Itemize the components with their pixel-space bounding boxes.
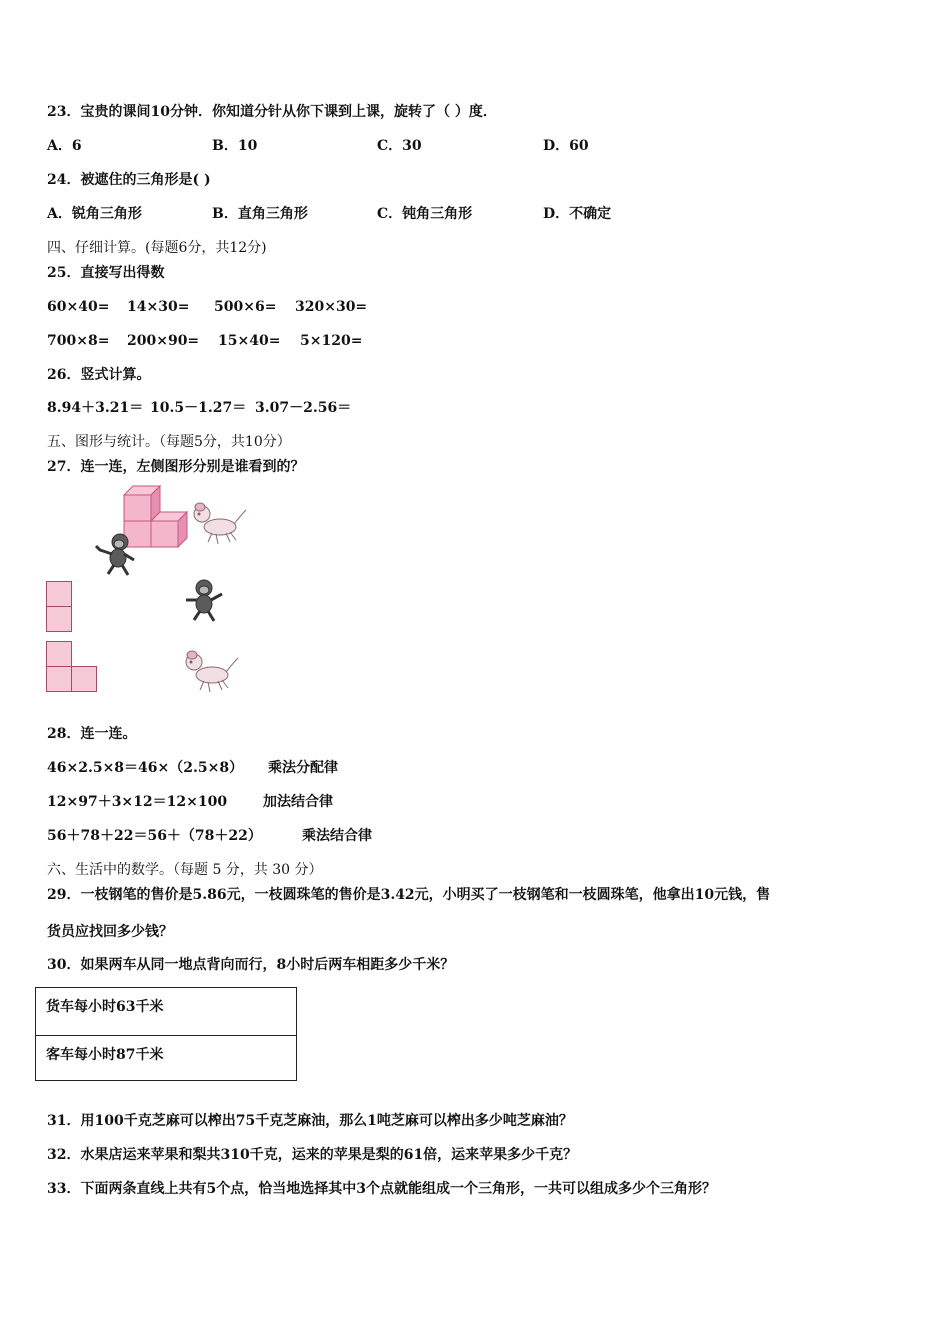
q26-stem: 26．竖式计算。 (47, 367, 151, 383)
q29-line1: 29．一枝钢笔的售价是5.86元，一枝圆珠笔的售价是3.42元，小明买了一枝钢笔和一枝圆珠笔，他拿出10元钱，售 (47, 887, 771, 903)
q24-stem: 24．被遮住的三角形是( ) (47, 172, 211, 188)
q28-left-item: 46×2.5×8＝46×（2.5×8） (47, 760, 244, 776)
q33-stem: 33．下面两条直线上共有5个点，恰当地选择其中3个点就能组成一个三角形，一共可以组成多少个三角形？ (47, 1181, 716, 1197)
q25-item: 700×8= (47, 333, 110, 349)
q26-item: 3.07－2.56＝ (255, 400, 352, 416)
q25-item: 200×90= (127, 333, 200, 349)
q26-item: 10.5－1.27＝ (150, 400, 247, 416)
monkey-icon (180, 578, 228, 624)
q28-right-item: 加法结合律 (263, 794, 333, 810)
q28-left-item: 56＋78＋22＝56＋（78＋22） (47, 828, 262, 844)
q25-item: 5×120= (300, 333, 363, 349)
q23-option-d: D．60 (543, 138, 589, 154)
q25-item: 60×40= (47, 299, 110, 315)
q23-option-a: A．6 (47, 138, 82, 154)
section5-heading: 五、图形与统计。（每题5分，共10分） (47, 434, 291, 450)
q30-table-row: 客车每小时87千米 (36, 1035, 296, 1082)
section6-heading: 六、生活中的数学。（每题 5 分，共 30 分） (47, 862, 323, 878)
section4-heading: 四、仔细计算。(每题6分，共12分) (47, 240, 267, 256)
q26-item: 8.94＋3.21＝ (47, 400, 144, 416)
q30-stem: 30．如果两车从同一地点背向而行，8小时后两车相距多少千米？ (47, 957, 455, 973)
q23-option-b: B．10 (212, 138, 258, 154)
q29-line2: 货员应找回多少钱？ (47, 924, 173, 940)
q25-item: 500×6= (214, 299, 277, 315)
q28-left-item: 12×97＋3×12＝12×100 (47, 794, 228, 810)
q23-option-c: C．30 (377, 138, 422, 154)
dog-icon (190, 500, 248, 546)
q24-option-b: B．直角三角形 (212, 206, 308, 222)
q23-stem: 23．宝贵的课间10分钟．你知道分针从你下课到上课，旋转了（ ）度． (47, 104, 497, 120)
q24-option-a: A．锐角三角形 (47, 206, 142, 222)
q24-option-c: C．钝角三角形 (377, 206, 473, 222)
q28-stem: 28．连一连。 (47, 726, 137, 742)
q28-right-item: 乘法分配律 (268, 760, 338, 776)
view-column-figure (46, 581, 73, 633)
q25-item: 320×30= (295, 299, 368, 315)
q27-stem: 27．连一连，左侧图形分别是谁看到的？ (47, 459, 305, 475)
view-l-shape-figure (46, 641, 98, 693)
q30-info-table (35, 987, 297, 1081)
q25-stem: 25．直接写出得数 (47, 265, 165, 281)
q31-stem: 31．用100千克芝麻可以榨出75千克芝麻油，那么1吨芝麻可以榨出多少吨芝麻油？ (47, 1113, 573, 1129)
q25-item: 15×40= (218, 333, 281, 349)
q24-option-d: D．不确定 (543, 206, 612, 222)
monkey-icon (92, 532, 140, 578)
q32-stem: 32．水果店运来苹果和梨共310千克，运来的苹果是梨的61倍，运来苹果多少千克？ (47, 1147, 578, 1163)
q28-right-item: 乘法结合律 (302, 828, 372, 844)
q25-item: 14×30= (127, 299, 190, 315)
dog-icon (182, 648, 240, 694)
q30-table-row: 货车每小时63千米 (46, 999, 164, 1015)
